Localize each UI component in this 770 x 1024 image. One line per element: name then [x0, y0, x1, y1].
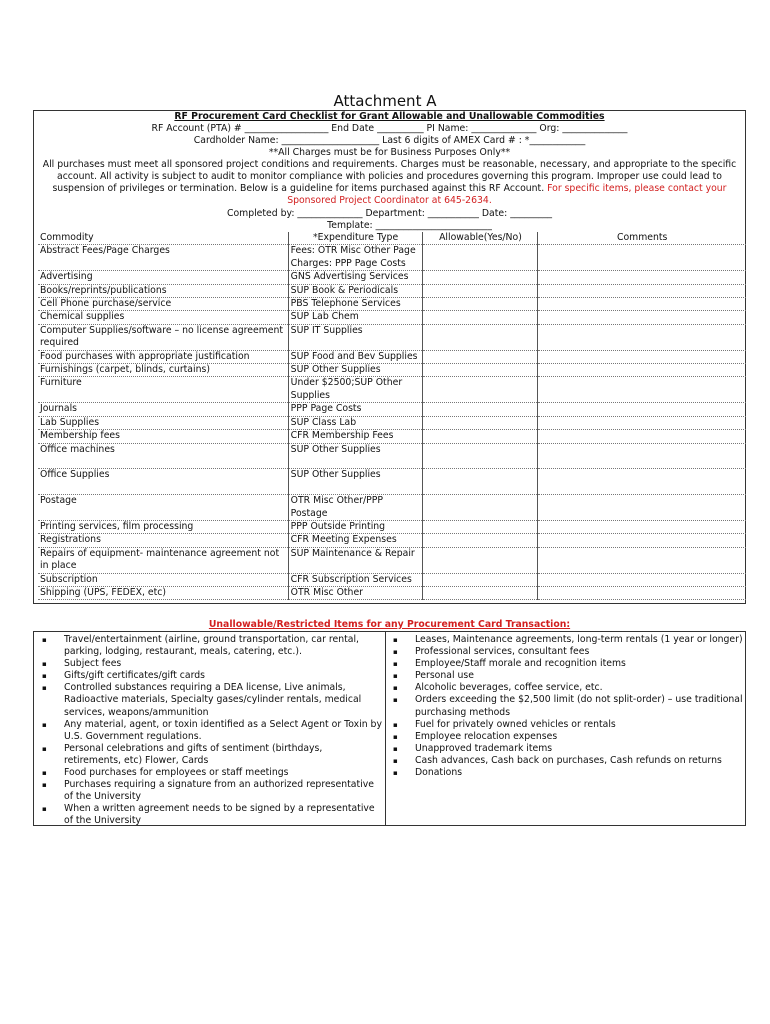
list-item-text: Subject fees — [64, 658, 122, 670]
comments-cell[interactable] — [538, 443, 746, 469]
list-item-text: Employee relocation expenses — [415, 730, 558, 742]
table-header-row — [38, 232, 746, 245]
list-item-text: Fuel for privately owned vehicles or rentals — [415, 718, 616, 730]
comments-cell[interactable] — [538, 520, 746, 533]
header-allowable: Allowable(Yes/No) — [423, 232, 538, 245]
table-row — [38, 547, 746, 573]
list-item — [393, 719, 743, 731]
unallowable-right-column — [393, 634, 743, 779]
allowable-cell[interactable] — [423, 520, 538, 533]
expenditure-type-cell: SUP Class Lab — [288, 416, 423, 429]
commodity-cell: Postage — [38, 495, 288, 521]
commodity-cell: Advertising — [38, 271, 288, 284]
completed-by-line: Completed by: ______________ Department: ___________ Date: _________ — [226, 208, 553, 219]
bullet-icon: ▪ — [393, 769, 398, 778]
comments-cell[interactable] — [538, 547, 746, 573]
table-row — [38, 520, 746, 533]
comments-cell[interactable] — [538, 416, 746, 429]
expenditure-type-cell: SUP Book & Periodicals — [288, 284, 423, 297]
commodity-cell: Lab Supplies — [38, 416, 288, 429]
account-line: RF Account (PTA) # __________________ End Date __________ PI Name: ______________ Org: ______________ — [151, 123, 628, 134]
table-row — [38, 469, 746, 495]
list-item-text: Gifts/gift certificates/gift cards — [64, 670, 206, 682]
table-row — [38, 284, 746, 297]
expenditure-type-cell: SUP Other Supplies — [288, 443, 423, 469]
bullet-icon: ▪ — [393, 672, 398, 681]
commodity-cell: Furniture — [38, 377, 288, 403]
list-item — [42, 767, 382, 779]
bullet-icon: ▪ — [42, 805, 47, 814]
comments-cell[interactable] — [538, 350, 746, 363]
commodity-cell: Membership fees — [38, 430, 288, 443]
header-comments: Comments — [538, 232, 746, 245]
expenditure-type-cell: SUP Lab Chem — [288, 311, 423, 324]
contact-note: For specific items, please contact your — [547, 183, 727, 194]
expenditure-type-cell: PBS Telephone Services — [288, 298, 423, 311]
list-item-text: Personal celebrations and gifts of sentiment (birthdays, retirements, etc) Flower, Cards — [64, 742, 323, 766]
list-item — [393, 658, 743, 670]
commodity-cell: Office machines — [38, 443, 288, 469]
expenditure-type-cell: PPP Page Costs — [288, 403, 423, 416]
comments-cell[interactable] — [538, 311, 746, 324]
comments-cell[interactable] — [538, 284, 746, 297]
bullet-icon: ▪ — [42, 769, 47, 778]
list-item-text: Unapproved trademark items — [415, 742, 553, 754]
allowable-cell[interactable] — [423, 271, 538, 284]
allowable-cell[interactable] — [423, 495, 538, 521]
commodity-cell: Subscription — [38, 573, 288, 586]
checklist-title: RF Procurement Card Checklist for Grant Allowable and Unallowable Commodities — [174, 111, 605, 122]
list-item — [42, 719, 382, 743]
commodity-cell: Journals — [38, 403, 288, 416]
policy-text-1: All purchases must meet all sponsored project conditions and requirements. Charges must be reasonable, necessary, and appropriate to the specific — [42, 159, 737, 170]
list-item — [393, 646, 743, 658]
allowable-cell[interactable] — [423, 350, 538, 363]
allowable-cell[interactable] — [423, 430, 538, 443]
comments-cell[interactable] — [538, 573, 746, 586]
list-item — [393, 731, 743, 743]
commodity-cell: Computer Supplies/software – no license agreement required — [38, 324, 288, 350]
list-item — [393, 755, 743, 767]
bullet-icon: ▪ — [393, 660, 398, 669]
list-item — [42, 634, 382, 658]
allowable-cell[interactable] — [423, 416, 538, 429]
list-item — [393, 767, 743, 779]
unallowable-box — [33, 631, 746, 826]
unallowable-left-column — [42, 634, 382, 828]
commodity-cell: Printing services, film processing — [38, 520, 288, 533]
table-row — [38, 324, 746, 350]
allowable-cell[interactable] — [423, 443, 538, 469]
expenditure-type-cell: OTR Misc Other/PPP Postage — [288, 495, 423, 521]
bullet-icon: ▪ — [42, 744, 47, 753]
comments-cell[interactable] — [538, 495, 746, 521]
allowable-cell[interactable] — [423, 469, 538, 495]
allowable-cell[interactable] — [423, 403, 538, 416]
commodity-cell: Chemical supplies — [38, 311, 288, 324]
list-item-text: Alcoholic beverages, coffee service, etc. — [415, 682, 603, 694]
bullet-icon: ▪ — [393, 732, 398, 741]
table-body — [38, 245, 746, 600]
list-item-text: Cash advances, Cash back on purchases, Cash refunds on returns — [415, 754, 722, 766]
expenditure-type-cell: CFR Membership Fees — [288, 430, 423, 443]
bullet-icon: ▪ — [393, 720, 398, 729]
commodity-cell: Registrations — [38, 534, 288, 547]
commodity-cell: Abstract Fees/Page Charges — [38, 245, 288, 271]
list-item-text: Donations — [415, 767, 463, 779]
comments-cell[interactable] — [538, 430, 746, 443]
table-row — [38, 364, 746, 377]
table-row — [38, 416, 746, 429]
header-commodity: Commodity — [38, 232, 288, 245]
table-row — [38, 245, 746, 271]
commodity-cell: Food purchases with appropriate justification — [38, 350, 288, 363]
comments-cell[interactable] — [538, 245, 746, 271]
allowable-cell[interactable] — [423, 298, 538, 311]
allowable-cell[interactable] — [423, 547, 538, 573]
bullet-icon: ▪ — [393, 684, 398, 693]
comments-cell[interactable] — [538, 534, 746, 547]
expenditure-type-cell: SUP IT Supplies — [288, 324, 423, 350]
bullet-icon: ▪ — [393, 636, 398, 644]
bullet-icon: ▪ — [42, 684, 47, 693]
allowable-cell[interactable] — [423, 284, 538, 297]
comments-cell[interactable] — [538, 298, 746, 311]
table-row — [38, 573, 746, 586]
expenditure-type-cell: SUP Other Supplies — [288, 469, 423, 495]
list-item-text: Food purchases for employees or staff meetings — [64, 767, 289, 779]
commodity-cell: Books/reprints/publications — [38, 284, 288, 297]
bullet-icon: ▪ — [42, 660, 47, 669]
bullet-icon: ▪ — [393, 696, 398, 705]
expenditure-type-cell: SUP Maintenance & Repair — [288, 547, 423, 573]
policy-text-3-main: suspension of privileges or termination. Below is a guideline for items purchased against this RF Account. — [52, 183, 548, 194]
commodity-cell: Shipping (UPS, FEDEX, etc) — [38, 586, 288, 599]
table-row — [38, 298, 746, 311]
list-item — [393, 743, 743, 755]
commodity-cell: Cell Phone purchase/service — [38, 298, 288, 311]
table-row — [38, 430, 746, 443]
list-item — [393, 694, 743, 718]
list-item-text: Any material, agent, or toxin identified as a Select Agent or Toxin by U.S. Government regulations. — [64, 718, 382, 742]
expenditure-type-cell: OTR Misc Other — [288, 586, 423, 599]
list-item — [393, 634, 743, 646]
coordinator-phone-note: Sponsored Project Coordinator at 645-2634. — [287, 195, 492, 206]
business-purpose-note: **All Charges must be for Business Purposes Only** — [268, 147, 511, 158]
header-expenditure-type: *Expenditure Type — [288, 232, 423, 245]
list-item-text: Professional services, consultant fees — [415, 646, 590, 658]
table-row — [38, 534, 746, 547]
allowable-cell[interactable] — [423, 364, 538, 377]
page-title: Attachment A — [333, 92, 437, 110]
list-item — [42, 803, 382, 827]
expenditure-type-cell: CFR Meeting Expenses — [288, 534, 423, 547]
cardholder-line: Cardholder Name: _____________________ Last 6 digits of AMEX Card # : *____________ — [193, 135, 586, 146]
policy-text-2: account. All activity is subject to audit to monitor compliance with policies and procedures governing this program. Improper use could lead to — [57, 171, 722, 182]
list-item — [42, 779, 382, 803]
allowable-cell[interactable] — [423, 324, 538, 350]
list-item-text: Employee/Staff morale and recognition items — [415, 658, 626, 670]
list-item-text: When a written agreement needs to be signed by a representative of the University — [64, 803, 375, 827]
bullet-icon: ▪ — [42, 720, 47, 729]
comments-cell[interactable] — [538, 324, 746, 350]
list-item — [42, 743, 382, 767]
table-row — [38, 403, 746, 416]
expenditure-type-cell: Under $2500;SUP Other Supplies — [288, 377, 423, 403]
allowable-cell[interactable] — [423, 586, 538, 599]
list-item-text: Orders exceeding the $2,500 limit (do not split-order) – use traditional purchasing methods — [415, 694, 743, 718]
unallowable-right-list — [393, 634, 743, 779]
comments-cell[interactable] — [538, 586, 746, 599]
table-row — [38, 271, 746, 284]
table-row — [38, 495, 746, 521]
list-item-text: Personal use — [415, 670, 474, 682]
expenditure-type-cell: SUP Food and Bev Supplies — [288, 350, 423, 363]
expenditure-type-cell: SUP Other Supplies — [288, 364, 423, 377]
bullet-icon: ▪ — [42, 636, 47, 644]
list-item-text: Controlled substances requiring a DEA license, Live animals, Radioactive materials, Specialty gases/cylinder rentals, medical services, weapons/ammunition — [64, 682, 362, 718]
table-row — [38, 443, 746, 469]
allowable-cell[interactable] — [423, 573, 538, 586]
table-row — [38, 350, 746, 363]
list-item — [42, 670, 382, 682]
list-item — [42, 658, 382, 670]
expenditure-type-cell: GNS Advertising Services — [288, 271, 423, 284]
list-item-text: Travel/entertainment (airline, ground transportation, car rental, parking, lodging, restaurant, meals, catering, etc.). — [64, 634, 359, 658]
unallowable-left-list — [42, 634, 382, 828]
allowable-cell[interactable] — [423, 534, 538, 547]
table-row — [38, 311, 746, 324]
bullet-icon: ▪ — [393, 744, 398, 753]
commodity-cell: Furnishings (carpet, blinds, curtains) — [38, 364, 288, 377]
allowable-cell[interactable] — [423, 311, 538, 324]
allowable-cell[interactable] — [423, 377, 538, 403]
policy-text-3 — [33, 183, 746, 195]
unallowable-title: Unallowable/Restricted Items for any Procurement Card Transaction: — [208, 619, 571, 630]
commodity-table — [38, 232, 746, 600]
list-item-text: Leases, Maintenance agreements, long-term rentals (1 year or longer) — [415, 634, 743, 645]
list-item — [42, 682, 382, 718]
bullet-icon: ▪ — [393, 648, 398, 657]
comments-cell[interactable] — [538, 271, 746, 284]
comments-cell[interactable] — [538, 403, 746, 416]
bullet-icon: ▪ — [42, 781, 47, 790]
template-line: Template: _________________________ — [327, 220, 492, 231]
table-row — [38, 377, 746, 403]
expenditure-type-cell: CFR Subscription Services — [288, 573, 423, 586]
bullet-icon: ▪ — [42, 672, 47, 681]
comments-cell[interactable] — [538, 469, 746, 495]
column-divider — [385, 632, 386, 825]
expenditure-type-cell: PPP Outside Printing — [288, 520, 423, 533]
commodity-cell: Office Supplies — [38, 469, 288, 495]
expenditure-type-cell: Fees: OTR Misc Other Page Charges: PPP Page Costs — [288, 245, 423, 271]
list-item — [393, 670, 743, 682]
commodity-cell: Repairs of equipment- maintenance agreement not in place — [38, 547, 288, 573]
table-row — [38, 586, 746, 599]
list-item-text: Purchases requiring a signature from an authorized representative of the University — [64, 779, 374, 803]
bullet-icon: ▪ — [393, 756, 398, 765]
comments-cell[interactable] — [538, 364, 746, 377]
allowable-cell[interactable] — [423, 245, 538, 271]
comments-cell[interactable] — [538, 377, 746, 403]
list-item — [393, 682, 743, 694]
